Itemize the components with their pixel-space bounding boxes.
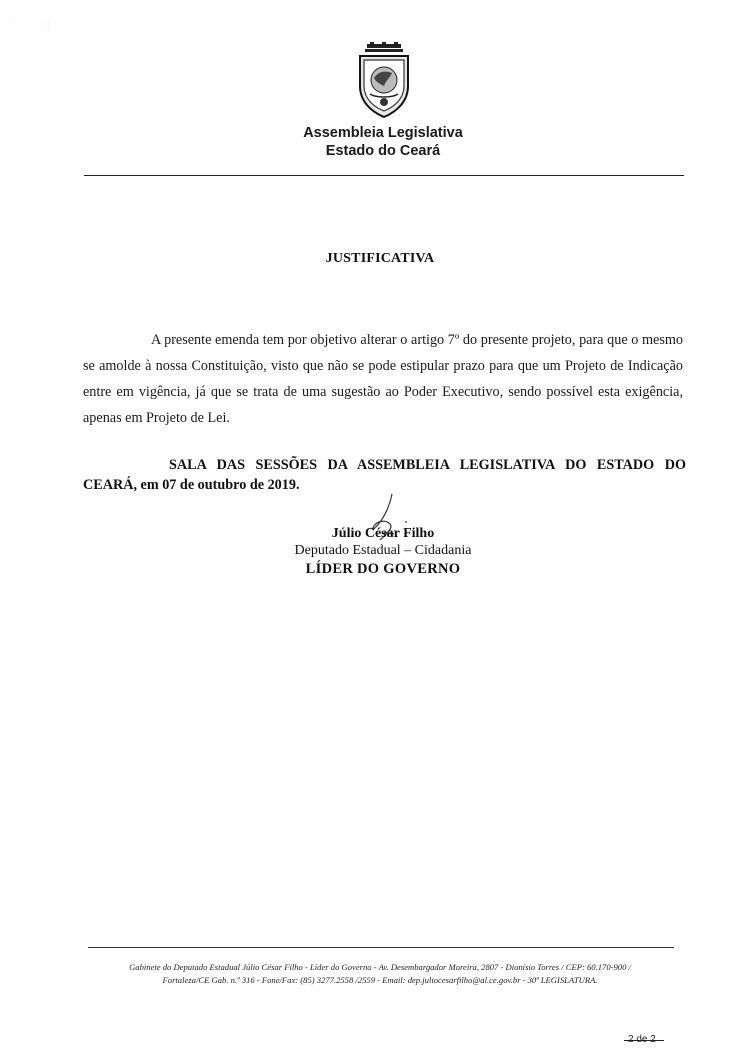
document-title: JUSTIFICATIVA	[325, 251, 435, 266]
closing-paragraph: SALA DAS SESSÕES DA ASSEMBLEIA LEGISLATIVA DO ESTADO DO CEARÁ, em 07 de outubro de 2019.	[83, 457, 686, 493]
body-paragraph: A presente emenda tem por objetivo alterar o artigo 7º do presente projeto, para que o mesmo se amolde à nossa Constituição, visto que não se pode estipular prazo para que um Projeto de Indicação entre em vigência, já que se trata de uma sugestão ao Poder Executivo, sendo possível esta exigência, apenas em Projeto de Lei.	[83, 332, 683, 426]
justification-body	[83, 327, 683, 431]
footer-line-2: Fortaleza/CE Gab. n.º 316 - Fone/Fax: (85) 3277.2558 /2559 - Email: dep.juliocesarfilho@al.ce.gov.br - 30ª LEGISLATURA.	[162, 975, 598, 985]
footer-address	[70, 961, 690, 987]
footer-line-1: Gabinete do Deputado Estadual Júlio César Filho - Líder do Governo - Av. Desembargador Moreira, 2807 - Dionísio Torres / CEP: 60.170-900 /	[129, 962, 631, 972]
signatory-role: Deputado Estadual – Cidadania	[294, 543, 472, 558]
institution-name: Assembleia Legislativa	[303, 125, 463, 141]
page-number: 2 de 2	[628, 1034, 656, 1045]
state-name: Estado do Ceará	[325, 143, 441, 159]
state-coat-of-arms-icon	[354, 42, 414, 118]
footer-divider	[88, 947, 674, 948]
signatory-title: LÍDER DO GOVERNO	[305, 561, 461, 577]
closing-statement	[83, 455, 686, 495]
scan-mark: :	[47, 20, 50, 29]
header-divider	[84, 175, 684, 176]
signatory-name: Júlio César Filho	[331, 526, 435, 541]
scan-mark: ˙	[12, 20, 15, 29]
